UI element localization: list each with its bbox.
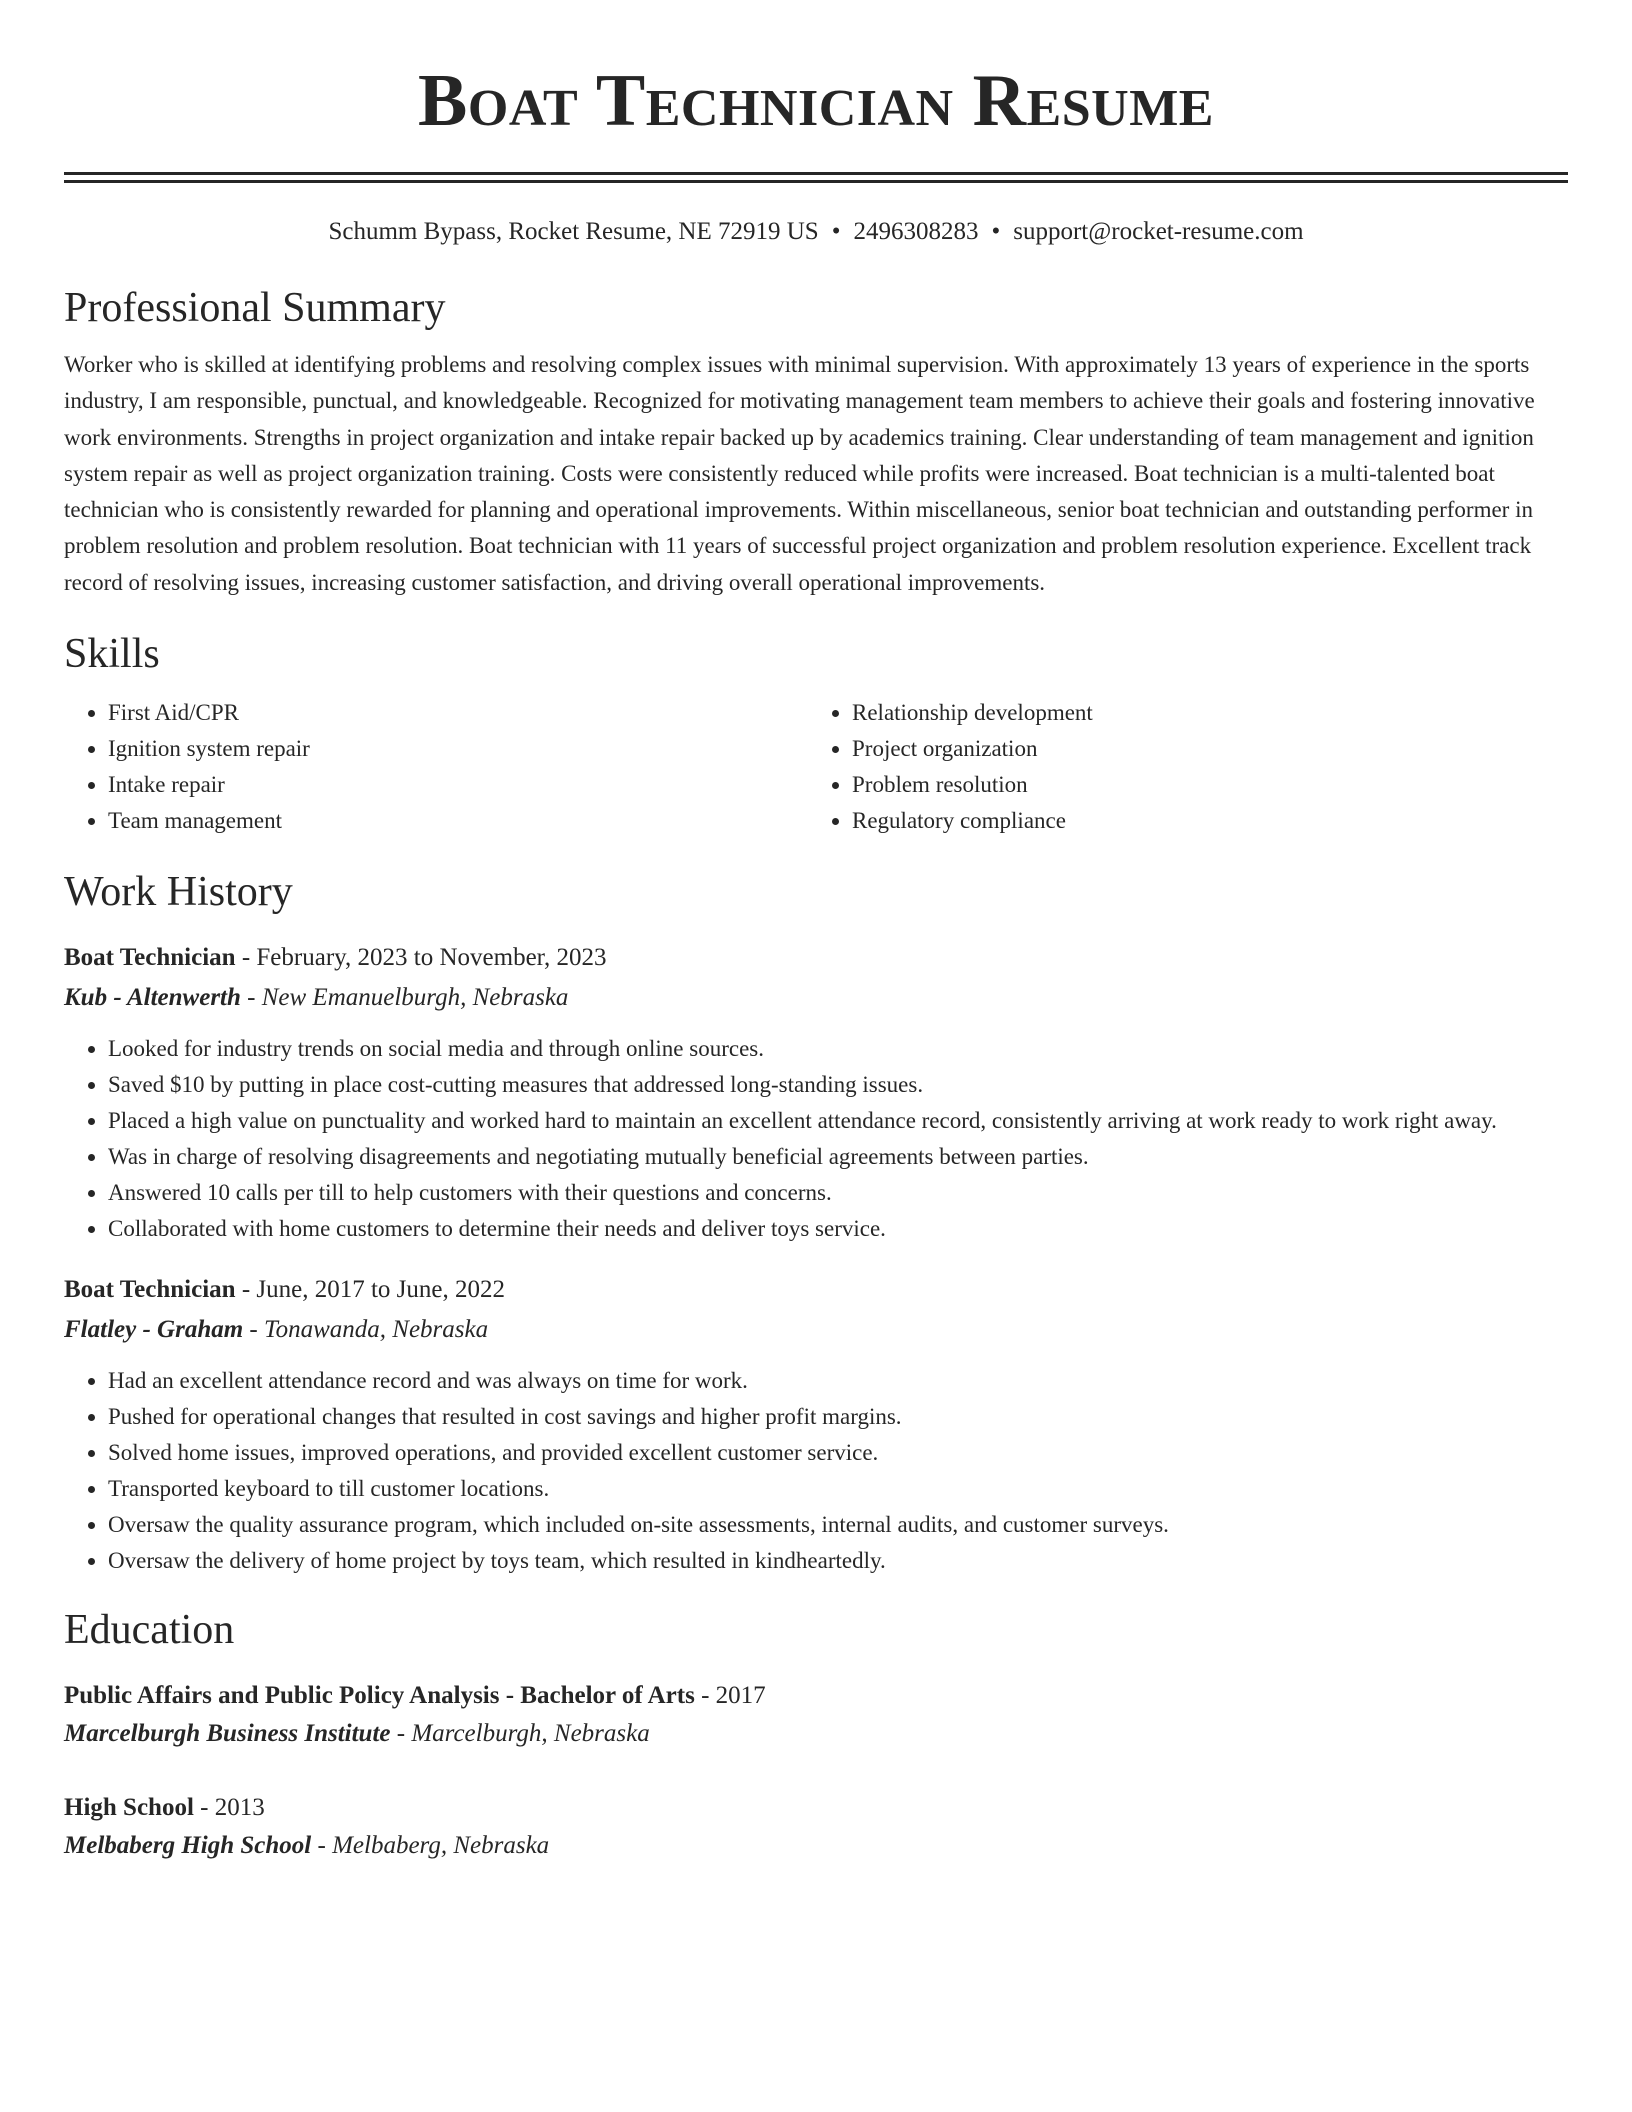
contact-line <box>64 215 1568 249</box>
skills-section <box>64 629 1568 839</box>
skills-columns <box>64 695 1568 839</box>
job-bullets <box>64 1031 1568 1247</box>
job-dates: June, 2017 to June, 2022 <box>256 1276 506 1304</box>
title-double-rule <box>64 172 1568 183</box>
job-company: Kub - Altenwerth <box>64 984 241 1012</box>
skill-item: • Team management <box>108 803 808 839</box>
skill-item: • Project organization <box>852 731 1552 767</box>
job-bullet: • Answered 10 calls per till to help customers with their questions and concerns. <box>108 1175 1568 1211</box>
education-degree-line: Public Affairs and Public Policy Analysis - Bachelor of Arts - 2017 <box>64 1682 766 1710</box>
contact-email: support@rocket-resume.com <box>1013 218 1304 245</box>
summary-section <box>64 283 1568 601</box>
job-company-line: Flatley - Graham - Tonawanda, Nebraska <box>64 1316 489 1344</box>
education-school-line: Marcelburgh Business Institute - Marcelburgh, Nebraska <box>64 1720 650 1748</box>
education-location: Melbaberg, Nebraska <box>332 1832 550 1860</box>
job-bullet: • Solved home issues, improved operations, and provided excellent customer service. <box>108 1435 1568 1471</box>
education-entry <box>64 1789 1568 1865</box>
education-year: 2017 <box>715 1682 766 1710</box>
contact-separator: • <box>831 218 841 245</box>
work-history-section <box>64 867 1568 1579</box>
skill-item: • Ignition system repair <box>108 731 808 767</box>
job-location: Tonawanda, Nebraska <box>264 1316 489 1344</box>
education-school: Melbaberg High School <box>64 1832 312 1860</box>
education-degree-line: High School - 2013 <box>64 1794 265 1822</box>
skills-heading: Skills <box>64 631 160 678</box>
job-bullet: • Saved $10 by putting in place cost-cutting measures that addressed long-standing issues. <box>108 1067 1568 1103</box>
education-entry <box>64 1677 1568 1753</box>
job-bullet: • Looked for industry trends on social media and through online sources. <box>108 1031 1568 1067</box>
job-dates: February, 2023 to November, 2023 <box>256 944 607 972</box>
education-year: 2013 <box>214 1794 265 1822</box>
job-bullet: • Transported keyboard to till customer locations. <box>108 1471 1568 1507</box>
resume-title: Boat Technician Resume <box>418 60 1214 142</box>
job-title-line: Boat Technician - June, 2017 to June, 2022 <box>64 1276 506 1304</box>
job-title: Boat Technician <box>64 944 236 972</box>
skill-item: • Intake repair <box>108 767 808 803</box>
summary-heading: Professional Summary <box>64 285 446 331</box>
education-section <box>64 1605 1568 1865</box>
work-history-heading: Work History <box>64 869 293 916</box>
job-entry <box>64 939 1568 1247</box>
job-bullet: • Oversaw the quality assurance program, which included on-site assessments, internal audits, and customer surveys. <box>108 1507 1568 1543</box>
summary-text: Worker who is skilled at identifying problems and resolving complex issues with minimal supervision. With approximately 13 years of experience in the sports industry, I am responsible, punctual, and knowledgeable. Recognized for motivating management team members to achieve their goals and fostering innovative work environments. Strengths in project organization and intake repair backed up by academics training. Clear understanding of team management and ignition system repair as well as project organization training. Costs were consistently reduced while profits were increased. Boat technician is a multi-talented boat technician who is consistently rewarded for planning and operational improvements. Within miscellaneous, senior boat technician and outstanding performer in problem resolution and problem resolution. Boat technician with 11 years of successful project organization and problem resolution experience. Excellent track record of resolving issues, increasing customer satisfaction, and driving overall operational improvements. <box>64 352 1535 595</box>
job-bullet: • Oversaw the delivery of home project by toys team, which resulted in kindheartedly. <box>108 1543 1568 1579</box>
contact-address: Schumm Bypass, Rocket Resume, NE 72919 US <box>328 218 819 245</box>
education-location: Marcelburgh, Nebraska <box>411 1720 650 1748</box>
education-heading: Education <box>64 1607 235 1654</box>
job-title-line: Boat Technician - February, 2023 to November, 2023 <box>64 944 607 972</box>
job-bullet: • Placed a high value on punctuality and worked hard to maintain an excellent attendance record, consistently arriving at work ready to work right away. <box>108 1103 1568 1139</box>
job-bullet: • Was in charge of resolving disagreements and negotiating mutually beneficial agreements between parties. <box>108 1139 1568 1175</box>
job-company: Flatley - Graham <box>64 1316 244 1344</box>
education-school: Marcelburgh Business Institute <box>64 1720 391 1748</box>
skill-item: • Problem resolution <box>852 767 1552 803</box>
education-school-line: Melbaberg High School - Melbaberg, Nebraska <box>64 1832 550 1860</box>
skills-right-list <box>808 695 1552 839</box>
job-company-line: Kub - Altenwerth - New Emanuelburgh, Nebraska <box>64 984 569 1012</box>
skill-item: • First Aid/CPR <box>108 695 808 731</box>
job-location: New Emanuelburgh, Nebraska <box>261 984 569 1012</box>
job-title: Boat Technician <box>64 1276 236 1304</box>
education-degree: Public Affairs and Public Policy Analysis - Bachelor of Arts <box>64 1682 695 1710</box>
job-bullet: • Pushed for operational changes that resulted in cost savings and higher profit margins. <box>108 1399 1568 1435</box>
skill-item: • Relationship development <box>852 695 1552 731</box>
skills-left-list <box>64 695 808 839</box>
contact-phone: 2496308283 <box>853 218 979 245</box>
job-entry <box>64 1271 1568 1579</box>
education-degree: High School <box>64 1794 194 1822</box>
job-bullets <box>64 1363 1568 1579</box>
job-bullet: • Had an excellent attendance record and was always on time for work. <box>108 1363 1568 1399</box>
skill-item: • Regulatory compliance <box>852 803 1552 839</box>
job-bullet: • Collaborated with home customers to determine their needs and deliver toys service. <box>108 1211 1568 1247</box>
contact-separator: • <box>991 218 1001 245</box>
